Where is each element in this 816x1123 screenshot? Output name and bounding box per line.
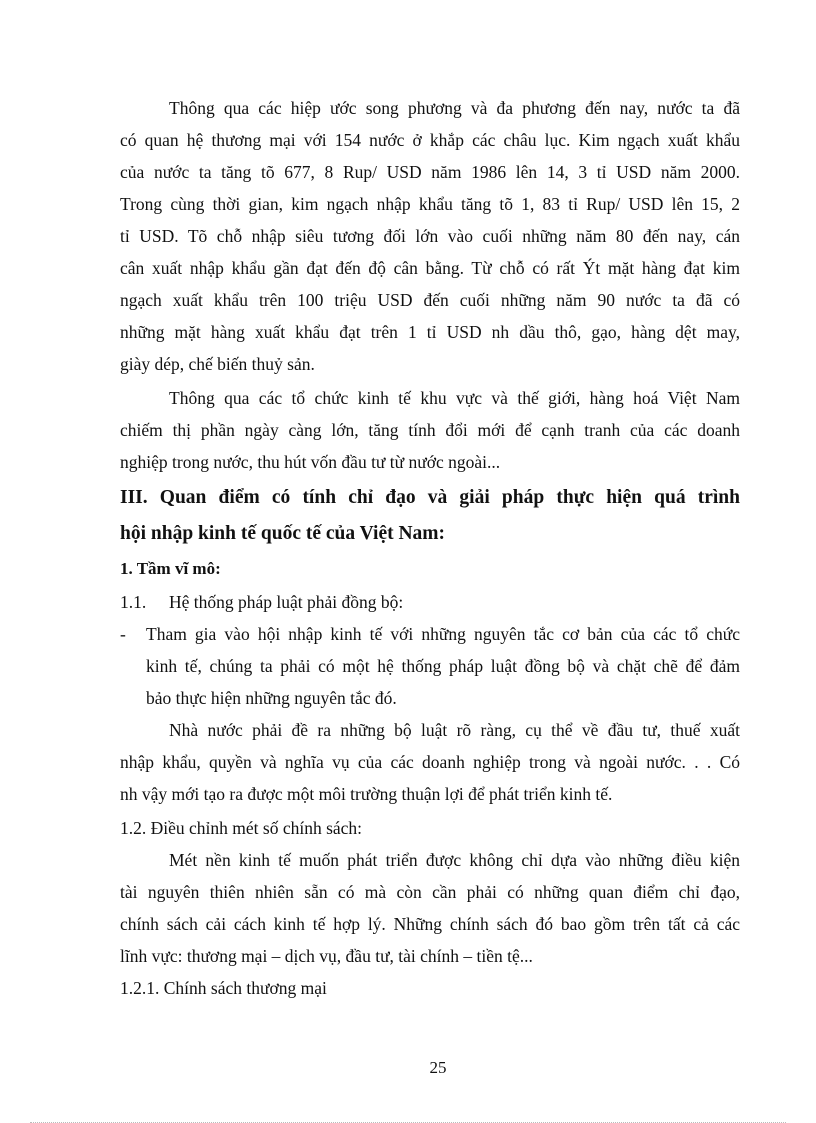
para1-line: giày dép, chế biến thuỷ sản. xyxy=(120,354,315,374)
para4-line: chính sách cải cách kinh tế hợp lý. Những chính sách đó bao gồm trên tất cả các xyxy=(120,914,740,934)
para4-line: Mét nền kinh tế muốn phát triển được không chỉ dựa vào những điều kiện xyxy=(169,850,740,870)
subsection-heading: 1. Tầm vĩ mô: xyxy=(120,559,221,578)
para1-line: tỉ USD. Tõ chỗ nhập siêu tương đối lớn vào cuối những năm 80 đến nay, cán xyxy=(120,226,740,246)
para1-line: Thông qua các hiệp ước song phương và đa phương đến nay, nước ta đã xyxy=(169,98,740,118)
bullet-dash: - xyxy=(120,624,126,644)
para3-line: nhập khẩu, quyền và nghĩa vụ của các doanh nghiệp trong và ngoài nước. . . Có xyxy=(120,752,740,772)
para1-line: ngạch xuất khẩu trên 100 triệu USD đến cuối những năm 90 nước ta đã có xyxy=(120,290,740,310)
bullet-line: Tham gia vào hội nhập kinh tế với những nguyên tắc cơ bản của các tổ chức xyxy=(146,624,740,644)
para2-line: Thông qua các tổ chức kinh tế khu vực và thế giới, hàng hoá Việt Nam xyxy=(169,388,740,408)
section-heading: III. Quan điểm có tính chỉ đạo và giải pháp thực hiện quá trình xyxy=(120,487,740,508)
para2-line: nghiệp trong nước, thu hút vốn đầu tư từ nước ngoài... xyxy=(120,452,501,472)
bullet-line: kinh tế, chúng ta phải có một hệ thống pháp luật đồng bộ và chặt chẽ để đảm xyxy=(146,656,740,676)
para3-line: nh vậy mới tạo ra được một môi trường thuận lợi để phát triển kinh tế. xyxy=(120,784,613,804)
para4-line: tài nguyên thiên nhiên sẵn có mà còn cần phải có những quan điểm chỉ đạo, xyxy=(120,882,740,902)
bullet-line: bảo thực hiện những nguyên tắc đó. xyxy=(146,688,397,708)
item-title: 1.2.1. Chính sách thương mại xyxy=(120,978,327,998)
para1-line: những mặt hàng xuất khẩu đạt trên 1 tỉ USD nh dầu thô, gạo, hàng dệt may, xyxy=(120,322,740,342)
para4-line: lĩnh vực: thương mại – dịch vụ, đầu tư, tài chính – tiền tệ... xyxy=(120,946,533,966)
page-number: 25 xyxy=(429,1058,447,1077)
para1-line: có quan hệ thương mại với 154 nước ở khắp các châu lục. Kim ngạch xuất khẩu xyxy=(120,130,740,150)
para2-line: chiếm thị phần ngày càng lớn, tăng tính đổi mới để cạnh tranh của các doanh xyxy=(120,420,740,440)
para1-line: cân xuất nhập khẩu gần đạt đến độ cân bằng. Từ chỗ có rất Ýt mặt hàng đạt kim xyxy=(120,258,740,278)
para1-line: của nước ta tăng tõ 677, 8 Rup/ USD năm 1986 lên 14, 3 tỉ USD năm 2000. xyxy=(120,162,740,182)
item-title: Hệ thống pháp luật phải đồng bộ: xyxy=(169,592,404,612)
para1-line: Trong cùng thời gian, kim ngạch nhập khẩu tăng tõ 1, 83 tỉ Rup/ USD lên 15, 2 xyxy=(120,194,740,214)
item-number: 1.1. xyxy=(120,592,147,612)
item-title: 1.2. Điều chỉnh mét số chính sách: xyxy=(120,818,363,838)
section-heading: hội nhập kinh tế quốc tế của Việt Nam: xyxy=(120,523,446,544)
para3-line: Nhà nước phải đề ra những bộ luật rõ ràng, cụ thể về đầu tư, thuế xuất xyxy=(169,720,740,740)
